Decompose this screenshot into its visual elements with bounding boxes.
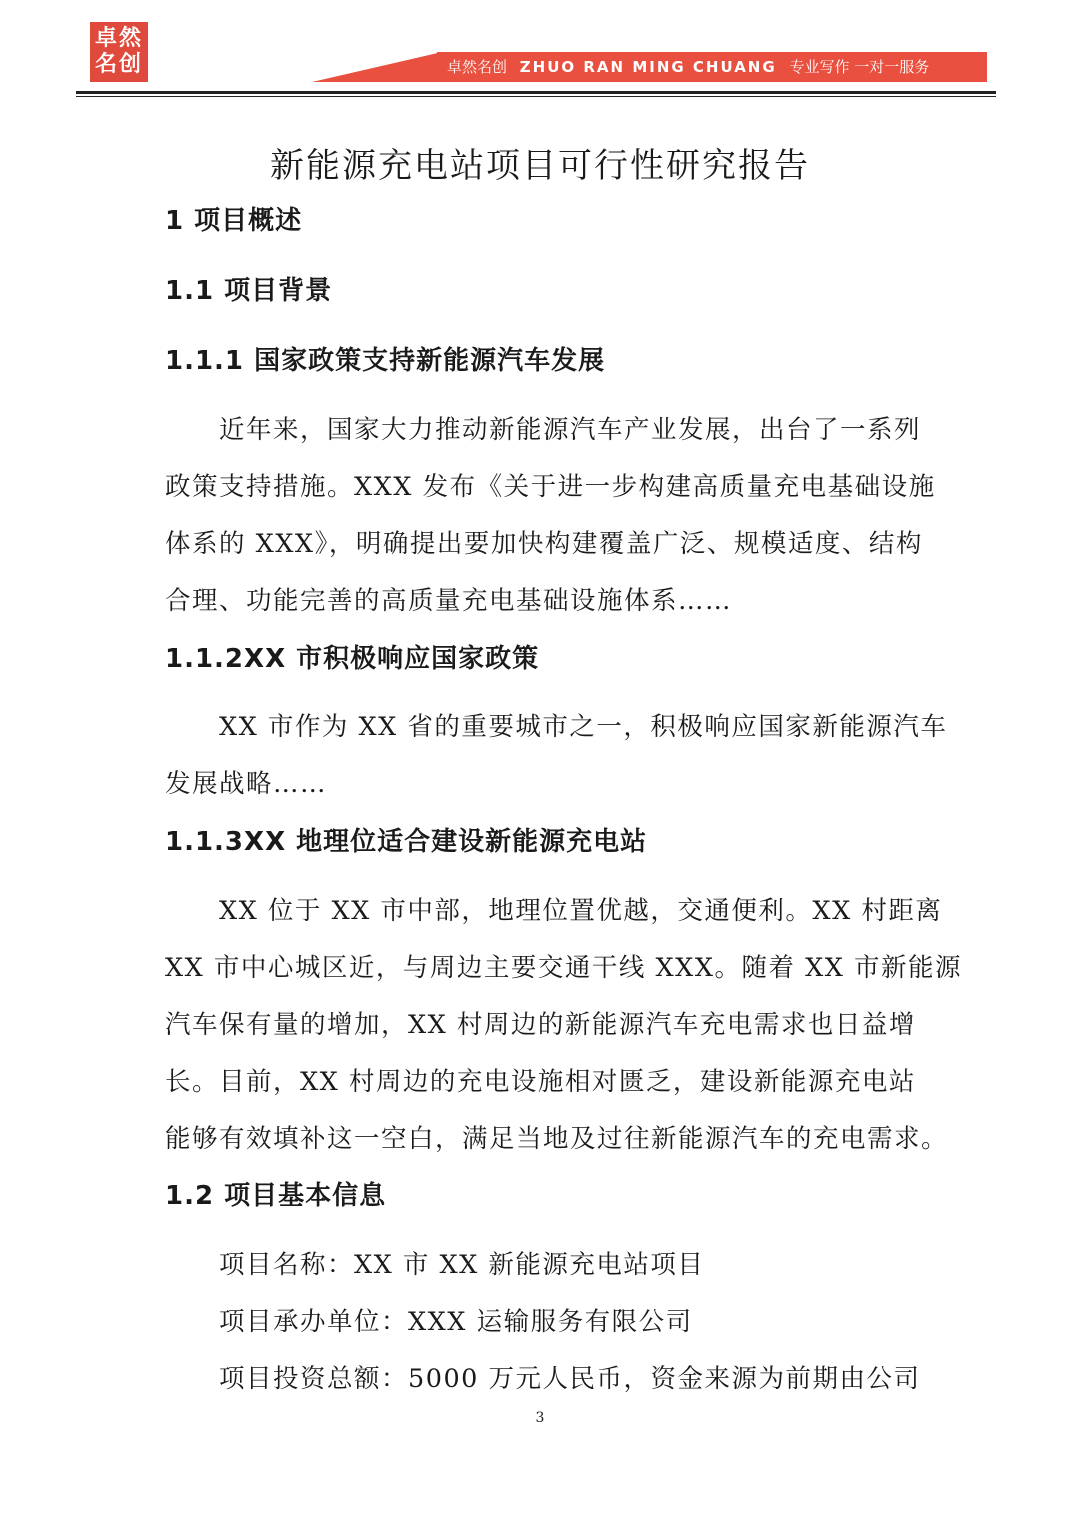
heading-1-2: 1.2 项目基本信息 (165, 1181, 387, 1211)
paragraph-line: 发展战略…… (165, 769, 328, 799)
heading-1-1-3: 1.1.3XX 地理位适合建设新能源充电站 (165, 827, 648, 857)
page-number: 3 (535, 1410, 545, 1426)
paragraph-line: 长。目前，XX 村周边的充电设施相对匮乏，建设新能源充电站 (165, 1067, 916, 1097)
logo-text-top: 卓然 (94, 26, 143, 51)
banner-tail: 专业写作 一对一服务 (789, 58, 930, 76)
header-banner (437, 52, 987, 82)
paragraph-line: XX 市中心城区近，与周边主要交通干线 XXX。随着 XX 市新能源 (165, 953, 963, 983)
banner-cn: 卓然名创 (447, 58, 508, 76)
banner-en: ZHUO RAN MING CHUANG (519, 58, 777, 76)
info-line: 项目承办单位：XXX 运输服务有限公司 (219, 1307, 693, 1337)
banner-wedge (312, 52, 442, 82)
document-title: 新能源充电站项目可行性研究报告 (270, 146, 810, 186)
heading-1-1-1: 1.1.1 国家政策支持新能源汽车发展 (165, 346, 606, 376)
heading-1-1: 1.1 项目背景 (165, 276, 333, 306)
paragraph-line: 政策支持措施。XXX 发布《关于进一步构建高质量充电基础设施 (165, 472, 936, 502)
paragraph-line: 合理、功能完善的高质量充电基础设施体系…… (165, 586, 733, 616)
paragraph-line: 能够有效填补这一空白，满足当地及过往新能源汽车的充电需求。 (165, 1124, 949, 1154)
paragraph-line: XX 位于 XX 市中部，地理位置优越，交通便利。XX 村距离 (219, 896, 943, 926)
header-rule-thin (76, 96, 996, 97)
paragraph-line: 近年来，国家大力推动新能源汽车产业发展，出台了一系列 (219, 415, 922, 445)
info-line: 项目名称：XX 市 XX 新能源充电站项目 (219, 1250, 705, 1280)
heading-1-1-2: 1.1.2XX 市积极响应国家政策 (165, 644, 540, 674)
brand-logo (90, 22, 148, 82)
header-rule (76, 91, 996, 94)
paragraph-line: 体系的 XXX》，明确提出要加快构建覆盖广泛、规模适度、结构 (165, 529, 923, 559)
paragraph-line: 汽车保有量的增加，XX 村周边的新能源汽车充电需求也日益增 (165, 1010, 916, 1040)
logo-text-bottom: 名创 (94, 52, 143, 77)
heading-1: 1 项目概述 (165, 206, 303, 236)
paragraph-line: XX 市作为 XX 省的重要城市之一，积极响应国家新能源汽车 (219, 712, 948, 742)
info-line: 项目投资总额：5000 万元人民币，资金来源为前期由公司 (219, 1364, 921, 1394)
